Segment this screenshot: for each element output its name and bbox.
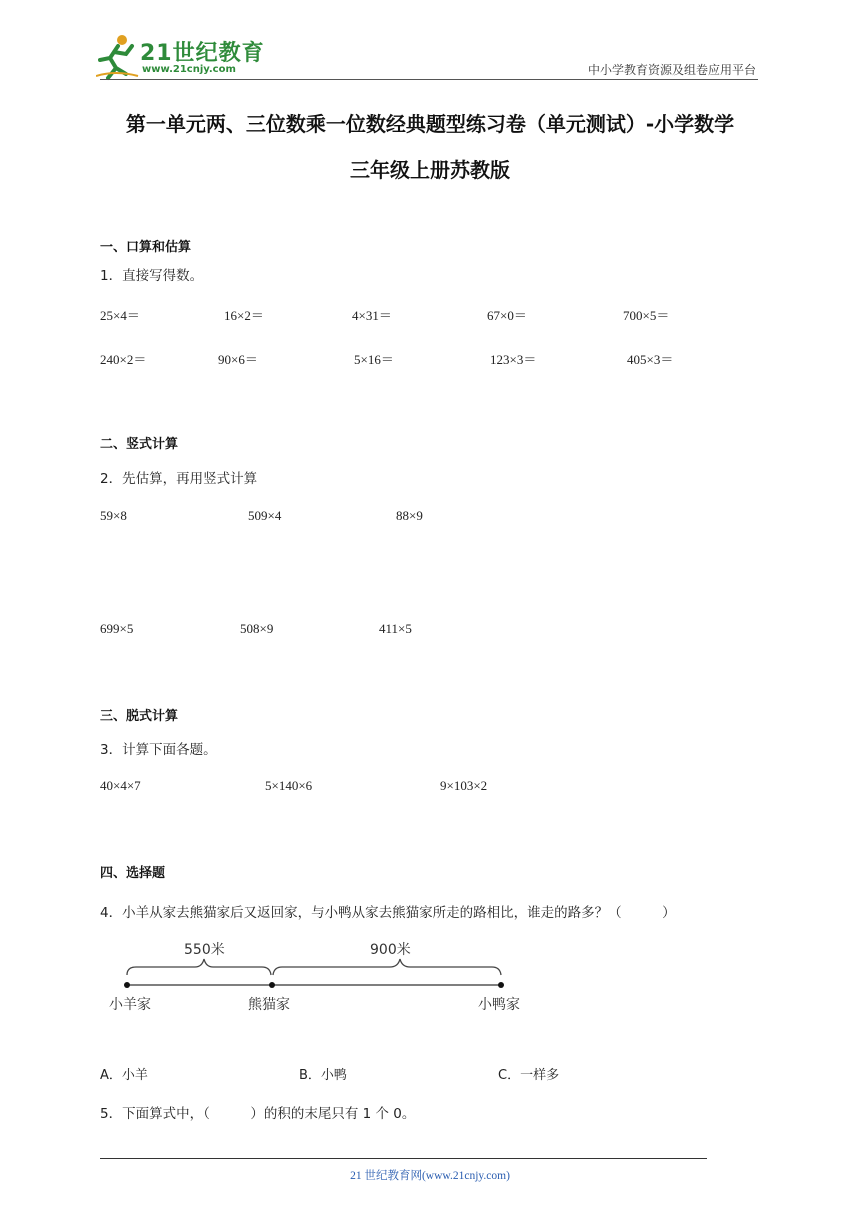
brace-550 — [127, 959, 271, 975]
expr-1-4: 67×0＝ — [487, 308, 527, 323]
expr-1-10: 405×3＝ — [627, 352, 674, 367]
expr-2-3: 88×9 — [396, 508, 423, 523]
point-xiaoyang — [124, 982, 130, 988]
expr-2-1: 59×8 — [100, 508, 127, 523]
section-heading-3: 三、脱式计算 — [100, 709, 179, 724]
expr-3-2: 5×140×6 — [265, 778, 313, 793]
expr-1-3: 4×31＝ — [352, 308, 392, 323]
expr-1-9: 123×3＝ — [490, 352, 537, 367]
question-5: 5．下面算式中，（ ）的积的末尾只有 1 个 0。 — [100, 1106, 416, 1122]
expr-1-7: 90×6＝ — [218, 352, 258, 367]
page-title-line1: 第一单元两、三位数乘一位数经典题型练习卷（单元测试）-小学数学 — [125, 112, 735, 136]
section-heading-4: 四、选择题 — [100, 866, 166, 881]
question-2: 2．先估算，再用竖式计算 — [100, 471, 258, 487]
site-name: 中小学教育资源及组卷应用平台 — [587, 63, 756, 77]
header-divider — [100, 79, 758, 80]
expr-1-5: 700×5＝ — [623, 308, 670, 323]
footer-divider — [100, 1158, 707, 1159]
logo-url: www.21cnjy.com — [142, 64, 236, 75]
label-xiongmao-home: 熊猫家 — [248, 997, 290, 1013]
distance-diagram — [100, 935, 540, 1020]
section-heading-2: 二、竖式计算 — [100, 437, 179, 452]
header — [0, 0, 860, 90]
label-xiaoya-home: 小鸭家 — [478, 997, 520, 1013]
option-c[interactable]: C．一样多 — [498, 1068, 560, 1083]
point-xiongmao — [269, 982, 275, 988]
expr-3-1: 40×4×7 — [100, 778, 141, 793]
expr-2-6: 411×5 — [379, 621, 412, 636]
label-xiaoyang-home: 小羊家 — [109, 997, 151, 1013]
logo-text: 21世纪教育 — [140, 41, 265, 66]
label-900: 900米 — [370, 942, 411, 958]
point-xiaoya — [498, 982, 504, 988]
option-b[interactable]: B．小鸭 — [299, 1068, 347, 1083]
expr-1-8: 5×16＝ — [354, 352, 394, 367]
page-title-line2: 三年级上册苏教版 — [350, 158, 510, 182]
expr-2-2: 509×4 — [248, 508, 282, 523]
expr-1-1: 25×4＝ — [100, 308, 140, 323]
footer-link[interactable]: 21 世纪教育网(www.21cnjy.com) — [350, 1170, 510, 1182]
expr-1-6: 240×2＝ — [100, 352, 147, 367]
expr-1-2: 16×2＝ — [224, 308, 264, 323]
question-4: 4．小羊从家去熊猫家后又返回家，与小鸭从家去熊猫家所走的路相比，谁走的路多？（ ） — [100, 905, 676, 921]
section-heading-1: 一、口算和估算 — [100, 240, 192, 255]
label-550: 550米 — [184, 942, 225, 958]
question-1: 1．直接写得数。 — [100, 268, 204, 284]
question-3: 3．计算下面各题。 — [100, 742, 217, 758]
option-a[interactable]: A．小羊 — [100, 1068, 148, 1083]
expr-3-3: 9×103×2 — [440, 778, 488, 793]
expr-2-4: 699×5 — [100, 621, 134, 636]
brace-900 — [273, 959, 501, 975]
expr-2-5: 508×9 — [240, 621, 274, 636]
